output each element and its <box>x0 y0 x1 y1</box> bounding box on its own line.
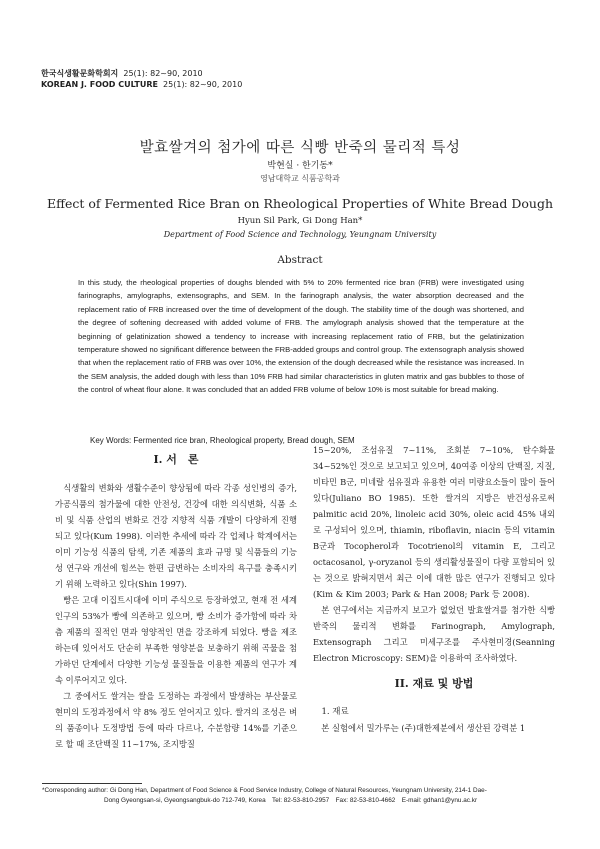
authors-english: Hyun Sil Park, Gi Dong Han* <box>237 216 363 226</box>
abstract-text: In this study, the rheological properties of doughs blended with 5% to 20% fermented rice bran (FRB) were investigated using farinographs, amylographs, extensographs, and SEM. In the farinograph analysis, the water absorption decreased and the replacement ratio of FRB increased over the time of development of the dough. The stability time of the dough was shortened, and the degree of softening decreased with added volume of FRB. The amylograph analysis showed that the temperature at the beginning of gelatinization showed a tendency to increase with increasing replacement ratio of FRB, but the gelatinization temperature showed no significant difference between the FRB-added groups and control group. The extensograph analysis showed that when the replacement ratio of FRB was over 10%, the extension of the dough decreased while the resistance was increased. In the SEM analysis, the added dough with less than 10% FRB had similar characteristics in gluten matrix and gas bubbles to those of the control of wheat flour alone. It was concluded that an added FRB volume of below 10% is most suitable for bread making. <box>78 278 524 395</box>
authors-korean: 박현실 · 한기동* <box>267 161 333 171</box>
footnote-line: *Corresponding author: Gi Dong Han, Department of Food Science & Food Service Industry, College of Natural Resources, Yeungnam University, 214-1 Dae- <box>42 787 487 794</box>
subsection-heading: 1. 재료 <box>321 707 349 717</box>
abstract-heading: Abstract <box>277 254 323 266</box>
affiliation-english: Department of Food Science and Technology, Yeungnam University <box>163 230 437 239</box>
paragraph: 빵은 고대 이집트시대에 이미 주식으로 등장하였고, 현재 전 세계 인구의 53%가 빵에 의존하고 있으며, 빵 소비가 증가함에 따라 차츰 제품의 질적인 면과 영양적인 면을 강조하게 되었다. 빵을 제조하는데 있어서도 단순히 부족한 영양분을 보충하기 위해 곡물을 첨가하던 단계에서 다양한 기능성 물질들을 이용한 제품의 연구가 계속 이루어지고 있다. <box>55 595 297 685</box>
keywords: Key Words: Fermented rice bran, Rheological property, Bread dough, SEM <box>90 436 355 445</box>
section-introduction-heading: I. 서 론 <box>153 453 199 466</box>
right-column <box>313 442 555 736</box>
affiliation-korean: 영남대학교 식품공학과 <box>260 174 340 183</box>
paragraph: 본 실험에서 밀가루는 (주)대한제분에서 생산된 강력분 1 <box>321 723 526 733</box>
title-korean: 발효쌀겨의 첨가에 따른 식빵 반죽의 물리적 특성 <box>139 140 461 156</box>
footnote-divider <box>42 783 142 784</box>
paragraph: 본 연구에서는 지금까지 보고가 없었던 발효쌀겨를 첨가한 식빵 반죽의 물리적 변화를 Farinograph, Amylograph, Extensograph 그리고 미세구조를 주사현미경(Seanning Electron Microscopy: SEM)을 이용하여 조사하였다. <box>313 605 555 663</box>
journal-line-en: KOREAN J. FOOD CULTURE 25(1): 82~90, 2010 <box>41 80 243 89</box>
footnote-line: Dong Gyeongsan-si, Gyeongsangbuk-do 712-749, Korea Tel: 82-53-810-2957 Fax: 82-53-810-4662 E-mail: gdhan1@ynu.ac.kr <box>104 797 478 804</box>
paragraph: 식생활의 변화와 생활수준이 향상됨에 따라 각종 성인병의 증가, 가공식품의 첨가물에 대한 안전성, 건강에 대한 의식변화, 식품 소비 및 식품 산업의 변화로 건강 지향적 식품 개발이 다양하게 진행되고 있다(Kum 1998). 이러한 추세에 따라 각 업체나 학계에서는 이미 기능성 식품의 탐색, 기존 제품의 효과 규명 및 식품들의 기능성 연구와 개선에 힘쓰는 한편 급변하는 소비자의 욕구를 충족시키기 위해 노력하고 있다(Shin 1997). <box>55 483 297 589</box>
title-english: Effect of Fermented Rice Bran on Rheological Properties of White Bread Dough <box>46 196 554 211</box>
section-methods-heading: II. 재료 및 방법 <box>394 677 474 690</box>
journal-header <box>41 68 242 90</box>
footnote <box>42 786 562 806</box>
journal-line-ko: 한국식생활문화학회지 25(1): 82~90, 2010 <box>41 69 203 78</box>
paragraph: 그 중에서도 쌀겨는 쌀을 도정하는 과정에서 발생하는 부산물로 현미의 도정과정에서 약 8% 정도 얻어지고 있다. 쌀겨의 조성은 벼의 품종이나 도정방법 등에 따라 다르나, 수분함량 14%를 기준으로 할 때 조단백질 11~17%, 조지방질 <box>55 691 297 749</box>
left-column <box>55 448 297 752</box>
paragraph: 15~20%, 조섬유질 7~11%, 조회분 7~10%, 탄수화물 34~52%인 것으로 보고되고 있으며, 40여종 이상의 단백질, 지질, 비타민 B군, 미네랄 섬유질과 유용한 여러 미량요소들이 많이 들어있다(Juliano BO 1985). 또한 쌀겨의 지방은 반건성유로써 palmitic acid 20%, linoleic acid 30%, oleic acid 45% 내외로 구성되어 있으며, thiamin, riboflavin, niacin 등의 vitamin B군과 Tocopherol과 Tocotrienol의 vitamin E, 그리고 octacosanol, γ-oryzanol 등의 생리활성물질이 다량 포함되어 있는 것으로 밝혀지면서 최근 이에 대한 많은 연구가 진행되고 있다(Kim & Kim 2003; Park & Han 2008; Park 등 2008). <box>313 445 555 599</box>
